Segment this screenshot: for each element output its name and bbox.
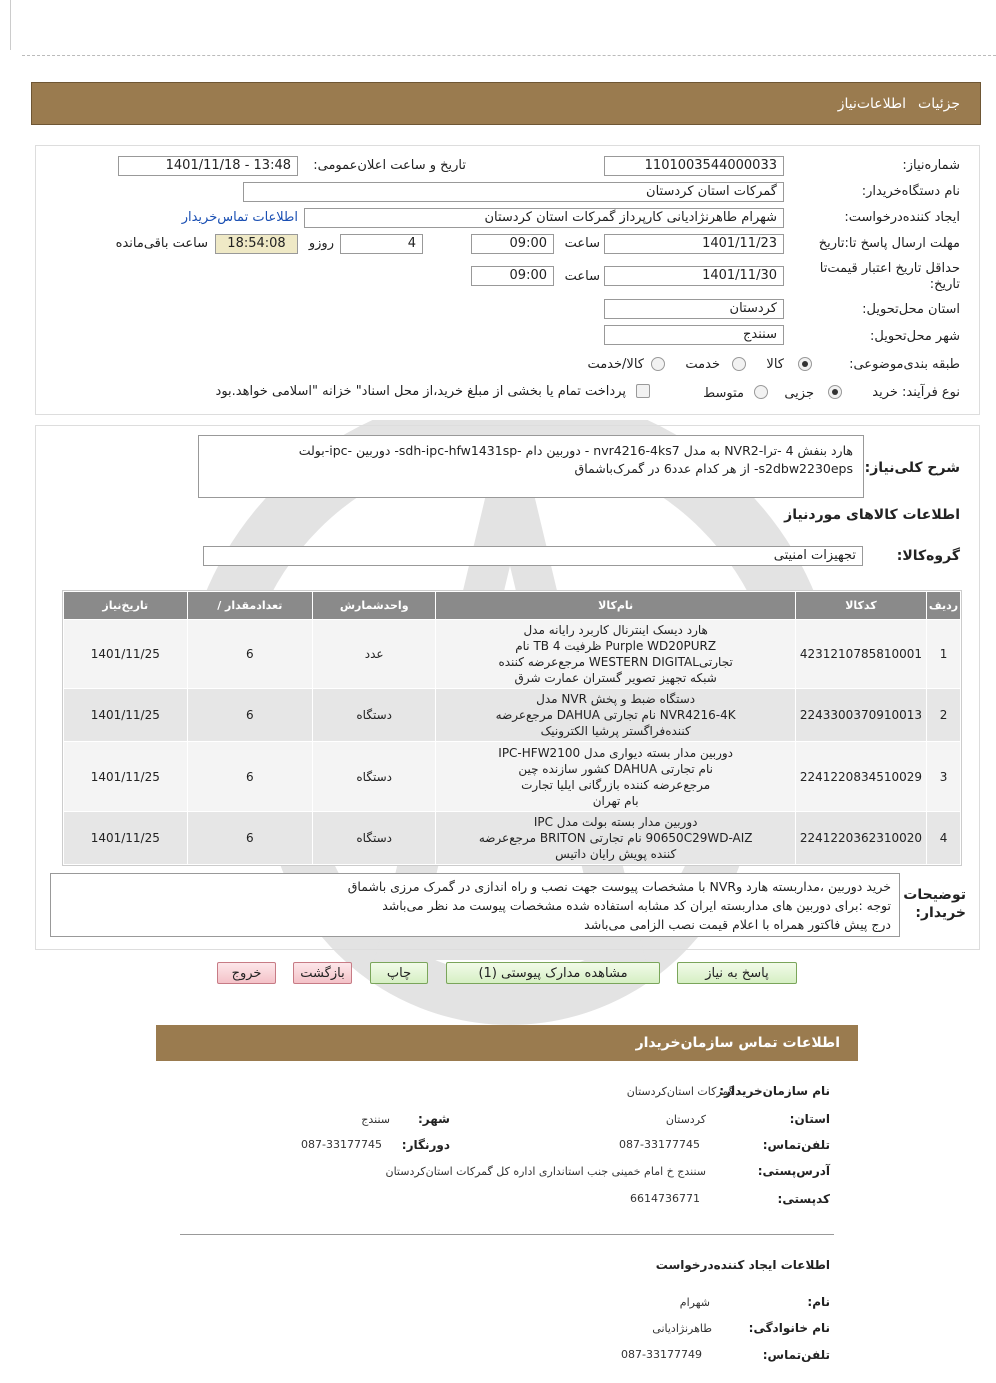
days-field: 4 xyxy=(340,234,423,254)
cell-date: 1401/11/25 xyxy=(64,812,188,865)
header-bar xyxy=(31,82,981,125)
requester-phone-value: 087-33177749 xyxy=(621,1348,702,1361)
cell-date: 1401/11/25 xyxy=(64,689,188,742)
cell-index: 3 xyxy=(927,742,961,812)
cell-qty: 6 xyxy=(187,742,312,812)
announce-label: تاریخ و ساعت اعلان‌عمومی: xyxy=(313,158,466,173)
requester-name-label: نام: xyxy=(807,1295,830,1309)
name-line: 90650C29WD-AIZ نام تجارتی BRITON مرجع‌عرضه xyxy=(478,831,753,845)
province-label: استان محل‌تحویل: xyxy=(862,302,960,317)
validity-label: حداقل تاریخ اعتبار قیمت‌تا تاریخ: xyxy=(819,261,960,292)
process-radio-minor[interactable] xyxy=(828,385,842,399)
name-line: دوربین مدار بسته دیواری مدل IPC-HFW2100 xyxy=(498,745,734,760)
name-line: شبکه تجهیز تصویر گستران عمارت شرق xyxy=(514,671,717,685)
goods-group-label: گروه‌کالا: xyxy=(896,548,960,564)
tab-need-info[interactable]: اطلاعات‌نیاز xyxy=(837,95,907,112)
buyer-label: نام دستگاه‌خریدار: xyxy=(861,184,960,199)
name-line: NVR4216-4K نام تجارتی DAHUA مرجع‌عرضه xyxy=(495,708,736,722)
name-line: کننده‌فراگستر پرشیا الکترونیک xyxy=(540,724,691,738)
cell-date: 1401/11/25 xyxy=(64,742,188,812)
name-line: هارد دیسک اینترنال کاربرد رایانه مدل xyxy=(523,623,708,637)
description-box xyxy=(198,435,864,498)
cell-date: 1401/11/25 xyxy=(64,620,188,689)
payment-checkbox[interactable] xyxy=(636,384,650,398)
validity-date-field: 1401/11/30 xyxy=(604,266,784,286)
city-label: شهر محل‌تحویل: xyxy=(870,329,960,344)
validity-time-label: ساعت xyxy=(564,269,600,284)
cell-qty: 6 xyxy=(187,620,312,689)
category-label: طبقه بندی‌موضوعی: xyxy=(849,357,960,372)
items-table-wrapper xyxy=(62,590,962,866)
remaining-label: ساعت باقی‌مانده xyxy=(115,236,208,251)
validity-time-field: 09:00 xyxy=(471,266,554,286)
description-label: شرح کلی‌نیاز: xyxy=(864,460,960,476)
cell-unit: عدد xyxy=(312,620,435,689)
cell-code: 2243300370910013 xyxy=(795,689,926,742)
cell-unit: دستگاه xyxy=(312,742,435,812)
requester-phone-label: تلفن‌تماس: xyxy=(762,1348,830,1362)
buyer-notes-box xyxy=(50,873,900,937)
requester-name-value: شهرام xyxy=(679,1296,710,1309)
requester-family-label: نام خانوادگی: xyxy=(748,1321,830,1335)
tab-details[interactable]: جزئیات xyxy=(918,95,960,112)
contact-phone-label: تلفن‌تماس: xyxy=(762,1138,830,1152)
deadline-date-field: 1401/11/23 xyxy=(604,234,784,254)
buyer-contact-link[interactable]: اطلاعات تماس‌خریدار xyxy=(181,210,298,225)
requester-family-value: طاهرنژادیانی xyxy=(652,1322,712,1335)
contact-address-label: آدرس‌پستی: xyxy=(757,1164,830,1178)
contact-city-label: شهر: xyxy=(418,1112,450,1126)
org-value: گمرکات استان‌کردستان xyxy=(626,1085,734,1098)
table-row xyxy=(64,620,961,689)
name-line: کننده پویش رایان داتیس xyxy=(555,847,677,861)
description-line-1: هارد بنفش 4 -ترا-NVR2 به مدل nvr4216-4ks7 - دوربین دام -sdh-ipc-hfw1431sp- دوربین -ipc-بولت xyxy=(298,443,853,458)
name-line: مرجع‌عرضه کننده بازرگانی ایلیا تجارت xyxy=(521,777,711,792)
cell-name xyxy=(436,620,795,689)
cell-code: 4231210785810001 xyxy=(795,620,926,689)
description-line-2: s2dbw2230eps- از هر کدام عدد6 در گمرک‌باشماق xyxy=(574,461,853,476)
cell-code: 2241220834510029 xyxy=(795,742,926,812)
table-header-row xyxy=(64,592,961,620)
cell-index: 1 xyxy=(927,620,961,689)
city-field: سنندج xyxy=(604,325,784,345)
contact-divider xyxy=(180,1234,834,1235)
cell-qty: 6 xyxy=(187,812,312,865)
process-medium-label: متوسط xyxy=(703,386,744,401)
contact-fax-label: دورنگار: xyxy=(401,1138,450,1152)
back-button[interactable]: بازگشت xyxy=(293,962,352,984)
category-service-label: خدمت xyxy=(685,357,720,372)
contact-address-value: سنندج خ امام خمینی جنب استانداری اداره کل گمرکات استان‌کردستان xyxy=(385,1165,706,1178)
buyer-note-line: درج پیش فاکتور همراه با اعلام قیمت نصب الزامی می‌باشد xyxy=(584,917,891,932)
contact-province-value: کردستان xyxy=(665,1113,706,1126)
requester-title: اطلاعات ایجاد کننده‌درخواست xyxy=(655,1258,830,1272)
buyer-field: گمرکات استان کردستان xyxy=(243,182,784,202)
province-field: کردستان xyxy=(604,299,784,319)
table-row xyxy=(64,742,961,812)
page-edge-line xyxy=(10,0,11,50)
deadline-time-label: ساعت xyxy=(564,236,600,251)
org-label: نام سازمان‌خریدار: xyxy=(719,1084,830,1098)
col-name: نام‌کالا xyxy=(436,592,795,620)
deadline-label: مهلت ارسال پاسخ تا:تاریخ xyxy=(818,236,960,251)
name-line: دستگاه ضبط و پخش NVR مدل xyxy=(536,692,696,706)
cell-qty: 6 xyxy=(187,689,312,742)
top-divider xyxy=(22,55,996,56)
process-minor-label: جزیی xyxy=(784,386,814,401)
name-line: بام تهران xyxy=(592,793,639,808)
category-radio-goods[interactable] xyxy=(798,357,812,371)
process-label: نوع فرآیند: خرید xyxy=(872,385,960,400)
contact-phone-value: 087-33177745 xyxy=(619,1138,700,1151)
buyer-notes-label: توضیحات خریدار: xyxy=(903,887,966,921)
contact-section-header: اطلاعات تماس سازمان‌خریدار xyxy=(156,1025,858,1061)
items-table xyxy=(63,591,961,865)
cell-index: 4 xyxy=(927,812,961,865)
col-date: تاریخ‌نیاز xyxy=(64,592,188,620)
need-number-label: شماره‌نیاز: xyxy=(902,158,960,173)
table-row xyxy=(64,812,961,865)
col-code: کدکالا xyxy=(795,592,926,620)
cell-code: 2241220362310020 xyxy=(795,812,926,865)
deadline-time-field: 09:00 xyxy=(471,234,554,254)
attachments-button[interactable]: مشاهده مدارک پیوستی (1) xyxy=(446,962,660,984)
goods-group-field: تجهیزات امنیتی xyxy=(203,546,863,566)
contact-city-value: سنندج xyxy=(361,1113,390,1126)
remaining-time: 18:54:08 xyxy=(215,234,298,254)
need-number-field: 1101003544000033 xyxy=(604,156,784,176)
cell-index: 2 xyxy=(927,689,961,742)
exit-button[interactable]: خروج xyxy=(217,962,276,984)
category-goods-service-label: کالا/خدمت xyxy=(587,357,644,372)
name-line: دوربین مدار بسته بولت مدل IPC xyxy=(533,815,698,829)
buyer-note-line: توجه :برای دوربین های مداربسته ایران کد مشابه استفاده شده مشخصات پیوست مد نظر می‌باشد xyxy=(382,898,891,913)
payment-note: پرداخت تمام یا بخشی از مبلغ خرید،از محل اسناد" خزانه "اسلامی خواهد.بود xyxy=(215,384,626,399)
contact-province-label: استان: xyxy=(789,1112,830,1126)
category-radio-service[interactable] xyxy=(732,357,746,371)
goods-section-title: اطلاعات کالاهای موردنیاز xyxy=(784,507,960,523)
name-line: Purple WD20PURZ ظرفیت 4 TB نام xyxy=(515,639,717,653)
category-radio-goods-service[interactable] xyxy=(651,357,665,371)
buyer-note-line: خرید دوربین ،مداربسته هارد وNVR با مشخصات پیوست جهت نصب و راه اندازی در گمرک مرزی باشماق xyxy=(347,879,891,894)
name-line: نام تجارتی DAHUA کشور سازنده چین xyxy=(518,761,713,776)
print-button[interactable]: چاپ xyxy=(370,962,428,984)
process-radio-medium[interactable] xyxy=(754,385,768,399)
col-unit: واحدشمارش xyxy=(312,592,435,620)
name-line: تجارتیWESTERN DIGITAL مرجع‌عرضه کننده xyxy=(498,655,733,669)
reply-button[interactable]: پاسخ به نیاز xyxy=(677,962,797,984)
announce-field: 1401/11/18 - 13:48 xyxy=(118,156,298,176)
days-label: روزو xyxy=(308,236,334,251)
col-qty: تعدادمقدار / xyxy=(187,592,312,620)
cell-unit: دستگاه xyxy=(312,812,435,865)
creator-field: شهرام طاهرنژادیانی کارپرداز گمرکات استان کردستان xyxy=(304,208,784,228)
contact-fax-value: 087-33177745 xyxy=(301,1138,382,1151)
contact-postal-value: 6614736771 xyxy=(630,1192,700,1205)
table-row xyxy=(64,689,961,742)
contact-postal-label: کدپستی: xyxy=(777,1192,830,1206)
col-index: ردیف xyxy=(927,592,961,620)
cell-unit: دستگاه xyxy=(312,689,435,742)
cell-name xyxy=(436,812,795,865)
creator-label: ایجاد کننده‌درخواست: xyxy=(844,210,960,225)
cell-name xyxy=(436,689,795,742)
category-goods-label: کالا xyxy=(766,357,784,372)
cell-name xyxy=(436,742,795,812)
